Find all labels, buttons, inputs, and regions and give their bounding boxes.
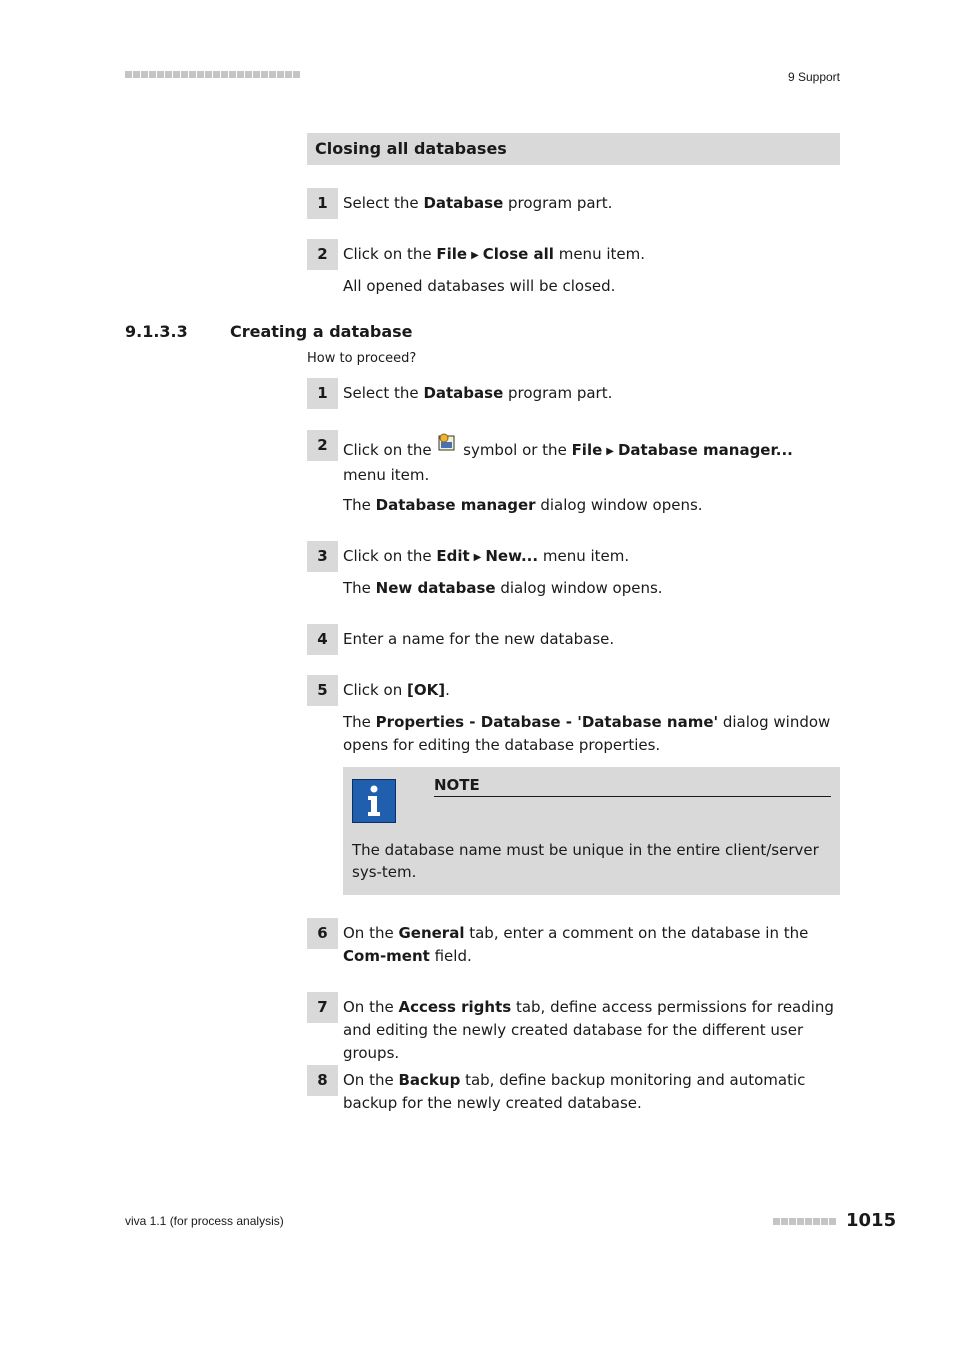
- step-result: The Database manager dialog window opens.: [343, 496, 703, 514]
- note-text: The database name must be unique in the entire client/server sys-tem.: [352, 841, 819, 881]
- step-number: 1: [307, 378, 338, 409]
- step-number: 2: [307, 239, 338, 270]
- menu-arrow-icon: ▶: [471, 250, 479, 261]
- section-title-closing: Closing all databases: [307, 133, 840, 165]
- step-number: 5: [307, 675, 338, 706]
- menu-arrow-icon: ▶: [473, 552, 482, 563]
- page-number: 1015: [846, 1210, 897, 1231]
- how-to-proceed: How to proceed?: [307, 351, 417, 366]
- step-text: On the Access rights tab, define access permissions for reading and editing the newly created database for the different user groups.: [343, 998, 834, 1062]
- step-number: 6: [307, 918, 338, 949]
- step-text: On the General tab, enter a comment on the database in the Com-ment field.: [343, 924, 809, 965]
- note-title: NOTE: [434, 776, 831, 797]
- note-box: [343, 767, 840, 895]
- section-title-creating: Creating a database: [230, 322, 413, 341]
- step-number: 2: [307, 430, 338, 461]
- step-number: 8: [307, 1065, 338, 1096]
- footer-decoration: [773, 1218, 836, 1225]
- step-text: Click on the Edit ▶ New... menu item.: [343, 547, 630, 565]
- step-text: Select the Database program part.: [343, 384, 613, 402]
- step-text: Click on [OK].: [343, 681, 450, 699]
- step-number: 1: [307, 188, 338, 219]
- step-result: The Properties - Database - 'Database name' dialog window opens for editing the database properties.: [343, 713, 831, 754]
- database-manager-icon: [438, 433, 456, 451]
- section-number: 9.1.3.3: [125, 322, 188, 341]
- step-result: The New database dialog window opens.: [343, 579, 663, 597]
- menu-arrow-icon: ▶: [606, 446, 614, 457]
- info-icon: [352, 779, 396, 823]
- step-text: Select the Database program part.: [343, 194, 613, 212]
- step-number: 7: [307, 992, 338, 1023]
- step-result: All opened databases will be closed.: [343, 277, 616, 295]
- step-text: Click on the symbol or the File ▶ Database manager... menu item.: [343, 439, 840, 487]
- chapter-label: 9 Support: [787, 70, 840, 84]
- step-number: 4: [307, 624, 338, 655]
- product-name: viva 1.1 (for process analysis): [125, 1214, 284, 1228]
- step-text: Click on the File ▶ Close all menu item.: [343, 245, 646, 263]
- step-number: 3: [307, 541, 338, 572]
- step-text: Enter a name for the new database.: [343, 630, 615, 648]
- step-text: On the Backup tab, define backup monitoring and automatic backup for the newly created database.: [343, 1071, 806, 1112]
- header-decoration: [125, 71, 300, 78]
